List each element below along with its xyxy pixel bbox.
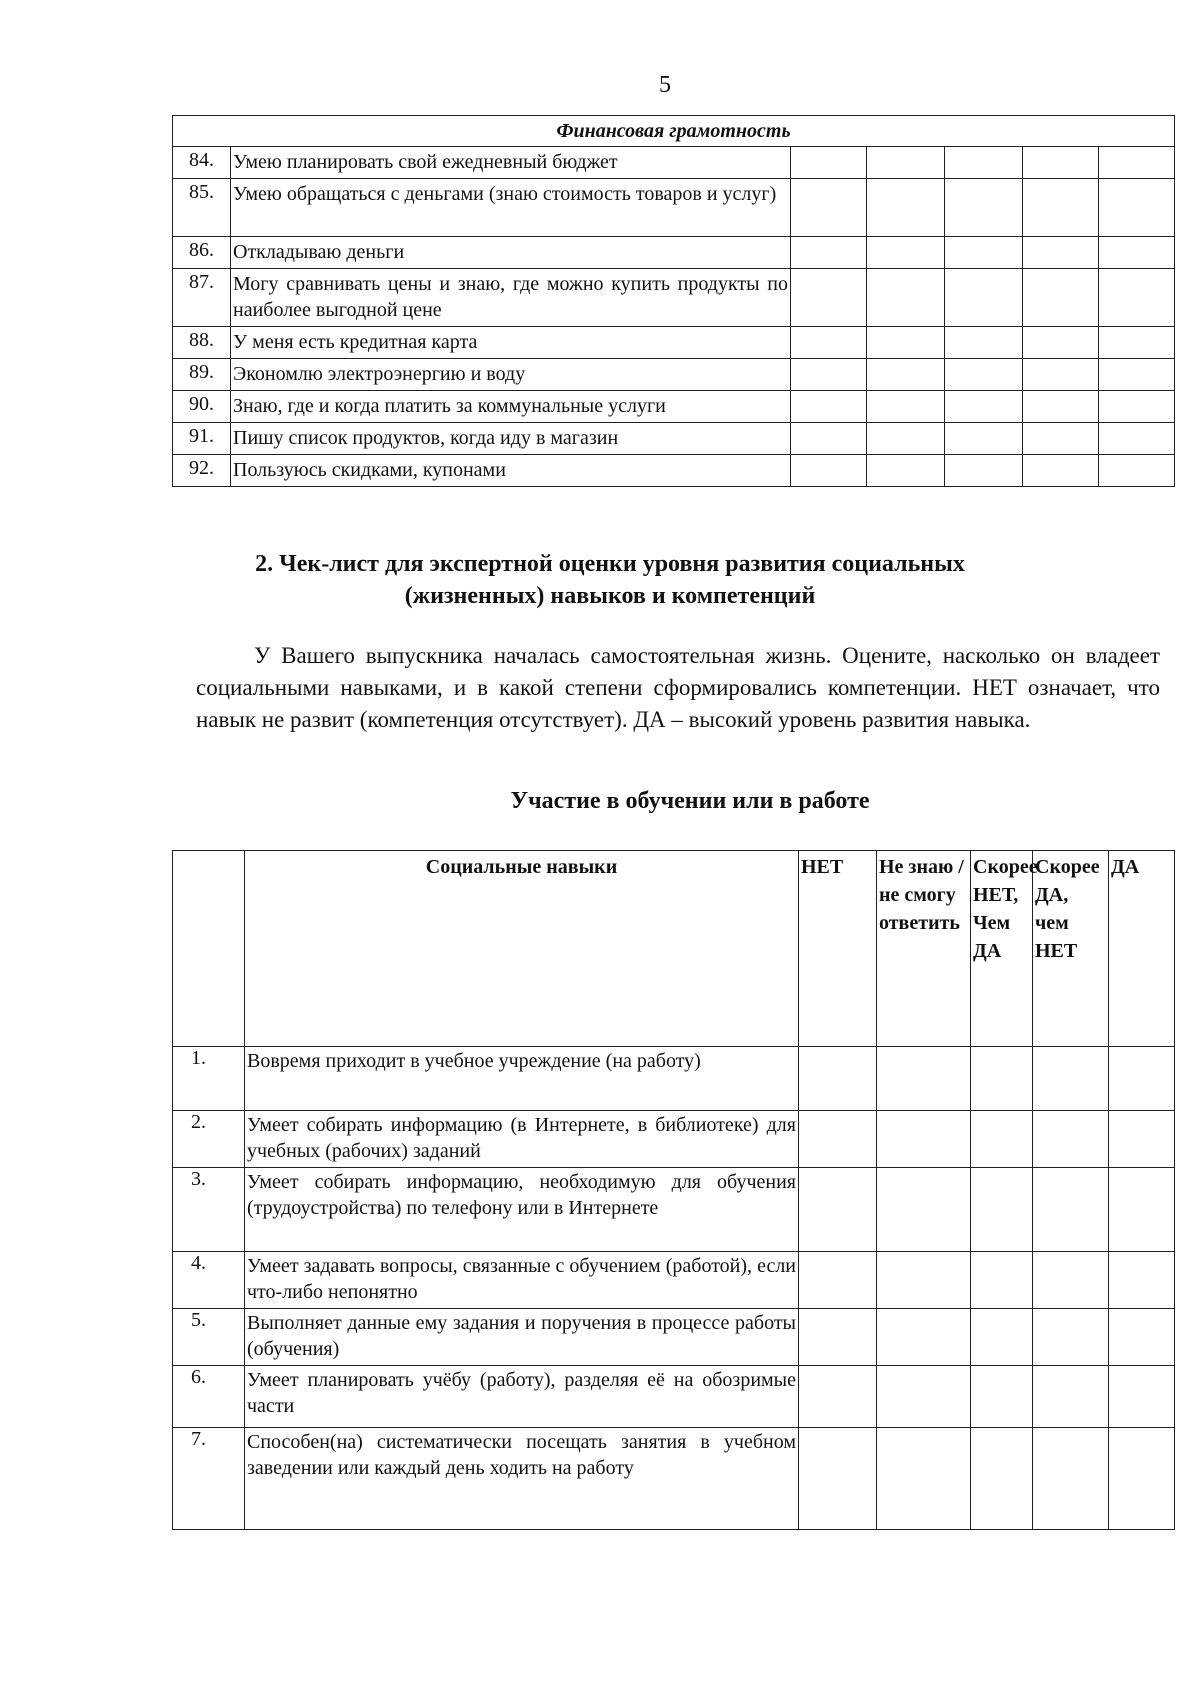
answer-cell[interactable] [971,1309,1033,1366]
answer-cell[interactable] [867,179,945,237]
table-row [173,423,1175,455]
answer-cell[interactable] [1099,327,1175,359]
answer-cell[interactable] [1033,1168,1109,1252]
answer-cell[interactable] [799,1252,877,1309]
answer-cell[interactable] [1023,269,1099,327]
row-number: 87. [173,269,231,327]
table-row [173,1047,1175,1111]
answer-cell[interactable] [1023,359,1099,391]
answer-cell[interactable] [867,359,945,391]
answer-cell[interactable] [971,1047,1033,1111]
answer-cell[interactable] [877,1428,971,1530]
financial-section-title: Финансовая грамотность [173,116,1175,147]
row-text: Умеет собирать информацию (в Интернете, в библиотеке) для учебных (рабочих) заданий [245,1111,799,1168]
table-row [173,359,1175,391]
row-text: Умеет планировать учёбу (работу), разделяя её на обозримые части [245,1366,799,1428]
answer-cell[interactable] [799,1047,877,1111]
answer-cell[interactable] [971,1168,1033,1252]
answer-cell[interactable] [799,1111,877,1168]
header-yes: ДА [1109,851,1175,1047]
table-row [173,1366,1175,1428]
row-number: 5. [173,1309,245,1366]
table-row [173,1309,1175,1366]
answer-cell[interactable] [1099,269,1175,327]
intro-text: У Вашего выпускника началась самостоятельная жизнь. Оцените, насколько он владеет социальными навыками, и в какой степени сформировались компетенции. НЕТ означает, что навык не развит (компетенция отсутствует). ДА – высокий уровень развития навыка. [196,643,1160,732]
answer-cell[interactable] [1033,1366,1109,1428]
answer-cell[interactable] [1023,391,1099,423]
table-row [173,391,1175,423]
answer-cell[interactable] [1109,1168,1175,1252]
table-row [173,455,1175,487]
row-text: Умею обращаться с деньгами (знаю стоимость товаров и услуг) [231,179,791,237]
answer-cell[interactable] [877,1111,971,1168]
header-rather-no: Скорее НЕТ, Чем ДА [971,851,1033,1047]
answer-cell[interactable] [1023,179,1099,237]
social-skills-table [172,850,1175,1530]
table-row [173,327,1175,359]
row-number: 6. [173,1366,245,1428]
answer-cell[interactable] [1023,237,1099,269]
answer-cell[interactable] [945,391,1023,423]
answer-cell[interactable] [1109,1111,1175,1168]
answer-cell[interactable] [791,423,867,455]
answer-cell[interactable] [1023,147,1099,179]
answer-cell[interactable] [1099,391,1175,423]
intro-paragraph [196,640,1160,736]
row-text: Пишу список продуктов, когда иду в магазин [231,423,791,455]
answer-cell[interactable] [877,1309,971,1366]
section-title-line-2: (жизненных) навыков и компетенций [404,583,816,609]
answer-cell[interactable] [1109,1366,1175,1428]
answer-cell[interactable] [945,423,1023,455]
answer-cell[interactable] [945,237,1023,269]
table-row [173,1428,1175,1530]
answer-cell[interactable] [945,147,1023,179]
row-text: Пользуюсь скидками, купонами [231,455,791,487]
row-number: 92. [173,455,231,487]
answer-cell[interactable] [791,455,867,487]
answer-cell[interactable] [1109,1047,1175,1111]
answer-cell[interactable] [945,455,1023,487]
row-number: 2. [173,1111,245,1168]
table-row [173,1111,1175,1168]
row-text: Могу сравнивать цены и знаю, где можно купить продукты по наиболее выгодной цене [231,269,791,327]
table-row [173,1252,1175,1309]
row-number: 85. [173,179,231,237]
answer-cell[interactable] [867,391,945,423]
answer-cell[interactable] [1023,327,1099,359]
answer-cell[interactable] [1099,179,1175,237]
answer-cell[interactable] [791,269,867,327]
header-no: НЕТ [799,851,877,1047]
answer-cell[interactable] [971,1428,1033,1530]
answer-cell[interactable] [1033,1252,1109,1309]
answer-cell[interactable] [971,1252,1033,1309]
row-number: 7. [173,1428,245,1530]
row-text: У меня есть кредитная карта [231,327,791,359]
subsection-title: Участие в обучении или в работе [510,788,870,814]
row-number: 89. [173,359,231,391]
section-title-line-1: 2. Чек-лист для экспертной оценки уровня развития социальных [255,551,965,577]
header-rather-yes: Скорее ДА, чем НЕТ [1033,851,1109,1047]
section-title [160,548,1060,612]
answer-cell[interactable] [945,269,1023,327]
answer-cell[interactable] [877,1366,971,1428]
answer-cell[interactable] [791,147,867,179]
row-number: 1. [173,1047,245,1111]
answer-cell[interactable] [1109,1252,1175,1309]
header-row [173,851,1175,1047]
answer-cell[interactable] [1023,455,1099,487]
answer-cell[interactable] [877,1252,971,1309]
answer-cell[interactable] [1099,359,1175,391]
answer-cell[interactable] [791,237,867,269]
table-row [173,269,1175,327]
table-row [173,147,1175,179]
answer-cell[interactable] [1099,423,1175,455]
header-dont-know: Не знаю /не смогу ответить [877,851,971,1047]
answer-cell[interactable] [1033,1111,1109,1168]
page-number: 5 [659,72,671,98]
answer-cell[interactable] [799,1309,877,1366]
answer-cell[interactable] [867,327,945,359]
header-skills: Социальные навыки [245,851,799,1047]
row-text: Вовремя приходит в учебное учреждение (на работу) [245,1047,799,1111]
answer-cell[interactable] [1099,455,1175,487]
answer-cell[interactable] [971,1366,1033,1428]
answer-cell[interactable] [1023,423,1099,455]
answer-cell[interactable] [945,359,1023,391]
answer-cell[interactable] [1033,1309,1109,1366]
answer-cell[interactable] [799,1428,877,1530]
answer-cell[interactable] [1109,1428,1175,1530]
answer-cell[interactable] [791,179,867,237]
answer-cell[interactable] [1033,1047,1109,1111]
row-text: Экономлю электроэнергию и воду [231,359,791,391]
answer-cell[interactable] [945,327,1023,359]
row-number: 91. [173,423,231,455]
answer-cell[interactable] [1099,147,1175,179]
answer-cell[interactable] [867,147,945,179]
answer-cell[interactable] [791,359,867,391]
answer-cell[interactable] [791,391,867,423]
row-number: 3. [173,1168,245,1252]
answer-cell[interactable] [867,455,945,487]
row-text: Умеет задавать вопросы, связанные с обучением (работой), если что-либо непонятно [245,1252,799,1309]
row-number: 84. [173,147,231,179]
answer-cell[interactable] [791,327,867,359]
table-row [173,179,1175,237]
row-number: 90. [173,391,231,423]
row-number: 86. [173,237,231,269]
answer-cell[interactable] [971,1111,1033,1168]
answer-cell[interactable] [1099,237,1175,269]
header-number [173,851,245,1047]
row-number: 88. [173,327,231,359]
answer-cell[interactable] [1033,1428,1109,1530]
answer-cell[interactable] [799,1366,877,1428]
answer-cell[interactable] [867,269,945,327]
row-text: Знаю, где и когда платить за коммунальные услуги [231,391,791,423]
row-text: Откладываю деньги [231,237,791,269]
table-row [173,1168,1175,1252]
answer-cell[interactable] [945,179,1023,237]
answer-cell[interactable] [877,1047,971,1111]
answer-cell[interactable] [867,423,945,455]
answer-cell[interactable] [1109,1309,1175,1366]
row-text: Выполняет данные ему задания и поручения в процессе работы (обучения) [245,1309,799,1366]
answer-cell[interactable] [867,237,945,269]
row-text: Способен(на) систематически посещать занятия в учебном заведении или каждый день ходить на работу [245,1428,799,1530]
row-text: Умеет собирать информацию, необходимую для обучения (трудоустройства) по телефону или в Интернете [245,1168,799,1252]
row-number: 4. [173,1252,245,1309]
answer-cell[interactable] [877,1168,971,1252]
financial-literacy-table [172,115,1175,487]
answer-cell[interactable] [799,1168,877,1252]
row-text: Умею планировать свой ежедневный бюджет [231,147,791,179]
table-row [173,237,1175,269]
